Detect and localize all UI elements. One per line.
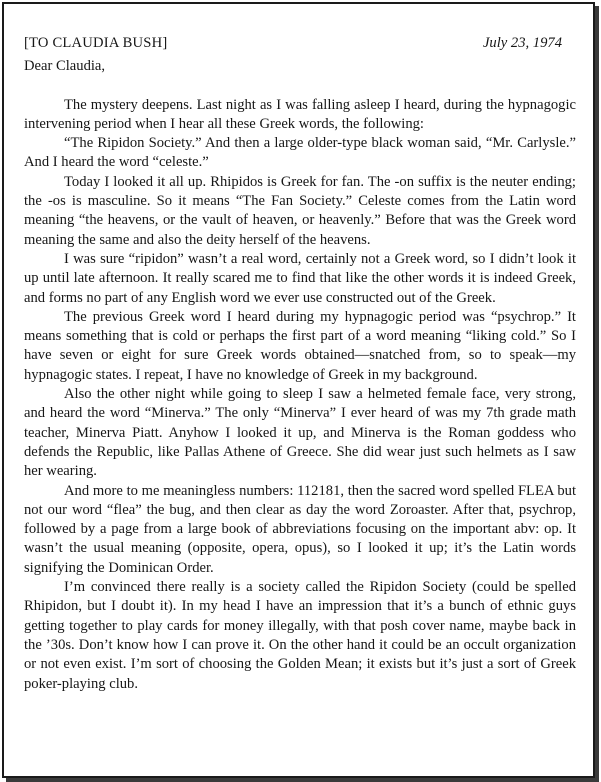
- paragraph-7: And more to me meaningless numbers: 112181, then the sacred word spelled FLEA but not our word “flea” the bug, and then clear as day the word Zoroaster. After that, psychrop, followed by a page from a large book of abbreviations focusing on the important abv: op. It wasn’t the usual meaning (opposite, opera, opus), so I looked it up; it’s the Latin words signifying the Dominican Order.: [24, 482, 576, 576]
- paragraph-4: I was sure “ripidon” wasn’t a real word, certainly not a Greek word, so I didn’t look it up until late afternoon. It really scared me to find that like the other words it is indeed Greek, and forms no part of any English word we ever use constructed out of the Greek.: [24, 250, 576, 306]
- letter-text: [24, 34, 576, 694]
- salutation: Dear Claudia,: [24, 58, 106, 75]
- paragraph-1: The mystery deepens. Last night as I was falling asleep I heard, during the hypnagogic intervening period when I hear all these Greek words, the following:: [24, 96, 576, 132]
- letter-header: [24, 34, 576, 53]
- letter-page: [2, 2, 595, 778]
- paragraph-3: Today I looked it all up. Rhipidos is Greek for fan. The -on suffix is the neuter ending; the -os is masculine. So it means “The Fan Society.” Celeste comes from the Latin word meaning “the heavens, or the vault of heaven, or heavenly.” Before that was the Greek word meaning the same and also the deity herself of the heavens.: [24, 173, 576, 248]
- letter-body: [24, 96, 576, 694]
- paragraph-6: Also the other night while going to sleep I saw a helmeted female face, very strong, and heard the word “Minerva.” The only “Minerva” I ever heard of was my 7th grade math teacher, Minerva Piatt. Anyhow I looked it up, and Minerva is the Roman goddess who defends the Republic, like Pallas Athene of Greece. She did wear just such helmets as I saw her wearing.: [24, 386, 576, 480]
- paragraph-2: “The Ripidon Society.” And then a large older-type black woman said, “Mr. Carlysle.” And I heard the word “celeste.”: [24, 135, 576, 171]
- paragraph-5: The previous Greek word I heard during my hypnagogic period was “psychrop.” It means something that is cold or perhaps the first part of a word meaning “liking cold.” So I have seven or eight for sure Greek words obtained—snatched from, so to speak—my hypnagogic states. I repeat, I have no knowledge of Greek in my background.: [24, 308, 576, 383]
- paragraph-8: I’m convinced there really is a society called the Ripidon Society (could be spelled Rhipidon, but I doubt it). In my head I have an impression that it’s a bunch of ethnic guys getting together to play cards for money illegally, with that posh cover name, maybe back in the ’30s. Don’t know how I can prove it. On the other hand it could be an occult organization or not even exist. I’m sort of choosing the Golden Mean; it exists but it’s just a sort of Greek poker-playing club.: [24, 579, 576, 692]
- letter-date: July 23, 1974: [482, 35, 562, 51]
- recipient-line: [TO CLAUDIA BUSH]: [24, 35, 168, 51]
